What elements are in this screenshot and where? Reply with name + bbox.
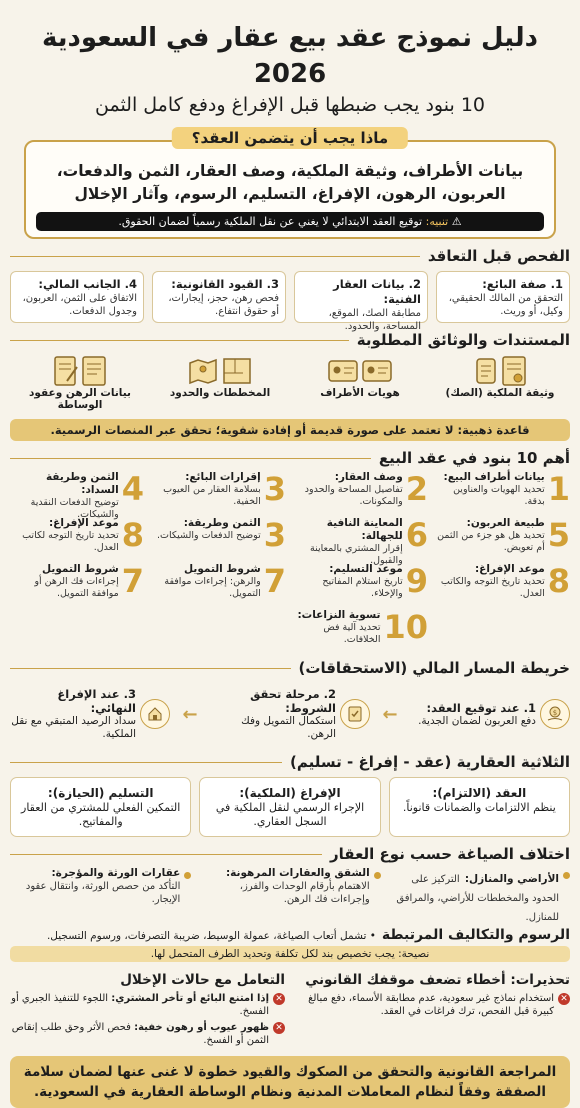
breach-desc: فحص الأثر وحق طلب إنقاص الثمن أو الفسخ. (11, 1022, 269, 1046)
clause-desc: توضيح الدفعات النقدية والشيكات. (30, 497, 119, 520)
contract-check-icon (340, 699, 370, 729)
triad-title: الإفراغ (الملكية): (239, 786, 341, 800)
triad-box (10, 777, 191, 837)
clause-item (10, 563, 144, 605)
warning-icon: ⚠ (451, 215, 462, 228)
breach-heading: التعامل مع حالات الإخلال (120, 972, 285, 988)
section-header-drafting (10, 845, 570, 863)
warning-text: توقيع العقد الابتدائي لا يغني عن نقل الملكية رسمياً لضمان الحقوق. (118, 215, 423, 228)
x-circle-icon: ✕ (273, 1022, 285, 1034)
breach-desc: اللجوء للتنفيذ الجبري أو الفسخ. (11, 993, 269, 1017)
clause-desc: تحديد آلية فض الخلافات. (323, 622, 381, 645)
warning-banner (36, 212, 544, 231)
clause-desc: توضيح الدفعات والشيكات. (157, 530, 261, 541)
section-header-payment (10, 659, 570, 677)
drafting-title: الشقق والعقارات المرهونة: (225, 867, 370, 879)
arrow-left-icon: ← (182, 703, 198, 725)
section-divider (10, 340, 349, 341)
contents-heading: ماذا يجب أن يتضمن العقد؟ (172, 127, 408, 149)
documents-heading: المستندات والوثائق المطلوبة (356, 331, 570, 349)
svg-text:$: $ (552, 709, 558, 717)
document-label: وثيقة الملكية (الصك) (445, 387, 555, 399)
triad-title: التسليم (الحيازة): (47, 786, 154, 800)
floor-plan-icon (221, 355, 253, 387)
page-subtitle: 10 بنود يجب ضبطها قبل الإفراغ ودفع كامل الثمن (95, 94, 485, 116)
warnings-heading: تحذيرات: أخطاء تضعف موقفك القانوني (305, 972, 570, 988)
clause-number: 6 (405, 516, 428, 554)
payment-heading: خريطة المسار المالي (الاستحقاقات) (298, 659, 570, 677)
clause-item (294, 609, 428, 651)
x-circle-icon: ✕ (273, 993, 285, 1005)
warning-label: تنبيه: (425, 215, 449, 228)
step-desc: سداد الرصيد المتبقي مع نقل الملكية. (11, 715, 136, 740)
clause-title: موعد الإفراغ: (474, 563, 545, 575)
section-header-documents (10, 331, 570, 349)
document-item (160, 355, 280, 415)
drafting-item (10, 867, 191, 919)
clause-title: شروط التمويل (184, 563, 261, 575)
clause-title: موعد الإفراغ: (48, 517, 119, 529)
document-label: المخططات والحدود (169, 387, 271, 399)
card-desc: فحص رهن، حجز، إيجارات، أو حقوق انتفاع. (168, 293, 279, 317)
section-divider (10, 256, 420, 257)
section-divider (10, 668, 291, 669)
section-header-clauses (10, 449, 570, 467)
drafting-title: عقارات الورثة والمؤجرة: (51, 867, 181, 879)
clause-item (10, 470, 144, 520)
payment-step (410, 699, 570, 729)
clause-title: شروط التمويل (42, 563, 119, 575)
clause-number: 7 (121, 562, 144, 600)
clause-number: 8 (121, 516, 144, 554)
bottom-columns (10, 972, 570, 1050)
warning-item (295, 992, 570, 1018)
card-title: 1. صفة البائع: (482, 277, 563, 291)
clause-number: 10 (383, 608, 428, 646)
clause-item (152, 517, 286, 559)
precheck-card (10, 271, 144, 323)
fees-desc-text: تشمل أتعاب الصياغة، عمولة الوسيط، ضريبة التصرفات، ورسوم التسجيل. (46, 930, 367, 942)
triad-desc: الإجراء الرسمي لنقل الملكية في السجل العقاري. (215, 801, 365, 828)
card-title: 3. القيود القانونية: (171, 277, 279, 291)
fees-heading: الرسوم والتكاليف المرتبطة (381, 927, 570, 943)
clause-desc: تاريخ استلام المفاتيح والإخلاء. (322, 576, 403, 599)
warning-item-text: استخدام نماذج غير سعودية، عدم مطابقة الأسماء، دفع مبالغ كبيرة قبل الفحص، ترك فراغات في العقد. (308, 993, 554, 1017)
id-card-icon (361, 355, 393, 387)
triad-row (10, 777, 570, 837)
contract-pen-icon (53, 355, 79, 387)
clauses-grid (10, 471, 570, 651)
clause-item (152, 471, 286, 513)
clause-title: الثمن وطريقة السداد: (45, 471, 119, 496)
triad-desc: ينظم الالتزامات والضمانات قانوناً. (402, 801, 556, 814)
step-title: 2. مرحلة تحقق الشروط: (250, 687, 336, 715)
clause-number: 5 (547, 516, 570, 554)
triad-title: العقد (الالتزام): (432, 786, 527, 800)
clause-desc: بسلامة العقار من العيوب الخفية. (163, 484, 261, 507)
triad-box (199, 777, 380, 837)
clause-desc: والرهن: إجراءات موافقة التمويل. (164, 576, 261, 599)
step-title: 1. عند توقيع العقد: (426, 700, 536, 715)
clause-number: 8 (547, 562, 570, 600)
bullet-icon: • (366, 930, 376, 942)
clause-desc: تحديد تاريخ التوجه لكاتب العدل. (22, 530, 119, 553)
payment-step (210, 687, 370, 741)
card-title: 2. بيانات العقار الفنية: (333, 277, 421, 306)
drafting-item (199, 867, 380, 919)
document-label: هويات الأطراف (320, 387, 400, 399)
clause-title: إقرارات البائع: (185, 471, 261, 483)
precheck-card (436, 271, 570, 323)
clause-title: موعد التسليم: (329, 563, 403, 575)
payment-step (10, 687, 170, 741)
step-desc: استكمال التمويل وفك الرهن. (241, 715, 336, 740)
bullet-dot (374, 872, 381, 879)
x-circle-icon: ✕ (558, 993, 570, 1005)
clause-desc: تحديد هل هو جزء من الثمن أم تعويض. (437, 530, 545, 553)
drafting-heading: اختلاف الصياغة حسب نوع العقار (330, 845, 570, 863)
map-pin-icon (187, 355, 219, 387)
section-divider (10, 458, 371, 459)
page-title: دليل نموذج عقد بيع عقار في السعودية 2026 (42, 23, 538, 89)
documents-row (10, 355, 570, 415)
clause-title: وصف العقار: (334, 471, 403, 483)
clause-desc: إقرار المشتري بالمعاينة والقبول. (309, 543, 403, 566)
section-divider (10, 854, 322, 855)
clause-number: 1 (547, 470, 570, 508)
final-note-banner: المراجعة القانونية والتحقق من الصكوك والقيود خطوة لا غنى عنها لضمان سلامة الصفقة وفقاً لنظام المعاملات المدنية ونظام الوساطة العقارية في السعودية. (10, 1056, 570, 1108)
drafting-title: الأراضي والمنازل: (464, 873, 559, 885)
clause-item (10, 517, 144, 559)
precheck-cards (10, 271, 570, 332)
clause-item (152, 563, 286, 605)
clause-number: 2 (405, 470, 428, 508)
fees-desc (47, 927, 376, 943)
clause-number: 4 (121, 470, 144, 508)
drafting-desc: التركيز على الحدود والمخططات للأراضي، والمرافق للمنازل. (396, 874, 559, 923)
golden-rule-banner: قاعدة ذهبية: لا تعتمد على صورة قديمة أو إفادة شفوية؛ تحقق عبر المنصات الرسمية. (10, 419, 570, 441)
card-title: 4. الجانب المالي: (38, 277, 137, 291)
precheck-heading: الفحص قبل التعاقد (427, 247, 570, 265)
precheck-card (152, 271, 286, 323)
bullet-dot (184, 872, 191, 879)
card-desc: الاتفاق على الثمن، العربون، وجدول الدفعات. (22, 293, 137, 317)
triad-heading: الثلاثية العقارية (عقد - إفراغ - تسليم) (290, 753, 570, 771)
triad-box (389, 777, 570, 837)
fees-row (10, 927, 570, 943)
clause-item (436, 563, 570, 605)
section-header-triad (10, 753, 570, 771)
clause-desc: تحديد تاريخ التوجه والكاتب العدل. (440, 576, 545, 599)
triad-desc: التمكين الفعلي للمشتري من العقار والمفاتيح. (21, 801, 181, 828)
clause-title: طبيعة العربون: (466, 517, 545, 529)
drafting-row (10, 867, 570, 923)
clause-item (436, 471, 570, 513)
clause-number: 7 (263, 562, 286, 600)
clause-number: 3 (263, 516, 286, 554)
document-label: بيانات الرهن وعقود الوساطة (29, 387, 131, 411)
clauses-heading: أهم 10 بنود في عقد البيع (378, 449, 570, 467)
section-header-precheck (10, 247, 570, 265)
step-desc: دفع العربون لضمان الجدية. (418, 714, 536, 727)
contract-contents-box (24, 129, 556, 239)
step-title: 3. عند الإفراغ النهائي: (57, 687, 136, 715)
clause-title: تسوية النزاعات: (297, 609, 381, 621)
arrow-left-icon: ← (382, 703, 398, 725)
drafting-desc: التأكد من حصص الورثة، وانتقال عقود الإيجار. (25, 881, 181, 905)
deed-document-icon (501, 355, 527, 387)
mortgage-document-icon (81, 355, 107, 387)
document-item (440, 355, 560, 415)
id-card-icon (327, 355, 359, 387)
clause-number: 3 (263, 470, 286, 508)
payment-flow (10, 683, 570, 745)
clause-desc: تحديد الهويات والعناوين بدقة. (453, 484, 545, 507)
card-desc: مطابقة الصك، الموقع، المساحة، والحدود. (328, 308, 421, 332)
breach-column (10, 972, 285, 1050)
scroll-icon (473, 355, 499, 387)
clause-item (294, 516, 428, 566)
breach-title: إذا امتنع البائع أو تأخر المشتري: (111, 993, 269, 1004)
clause-title: بيانات أطراف البيع: (443, 471, 545, 483)
clause-desc: تفاصيل المساحة والحدود والمكونات. (304, 484, 403, 507)
drafting-item (389, 867, 570, 923)
section-divider (10, 762, 282, 763)
document-item (300, 355, 420, 415)
clause-title: الثمن وطريقة: (183, 517, 261, 529)
warnings-column (295, 972, 570, 1050)
precheck-card (294, 271, 428, 332)
bullet-dot (563, 872, 570, 879)
clause-title: المعاينة النافية للجهالة: (326, 517, 403, 542)
drafting-desc: الاهتمام بأرقام الوحدات والفرز، وإجراءات فك الرهن. (239, 881, 370, 905)
contents-body: بيانات الأطراف، وثيقة الملكية، وصف العقار، الثمن والدفعات، العربون، الرهون، الإفراغ، التسليم، الرسوم، وآثار الإخلال (56, 162, 524, 203)
clause-number: 9 (405, 562, 428, 600)
clause-item (294, 471, 428, 513)
breach-item (10, 1021, 285, 1047)
card-desc: التحقق من المالك الحقيقي، وكيل، أو وريث. (448, 293, 563, 317)
breach-item (10, 992, 285, 1018)
document-item (20, 355, 140, 415)
house-hand-icon (140, 699, 170, 729)
clause-item (294, 563, 428, 605)
coin-hand-icon (540, 699, 570, 729)
breach-title: ظهور عيوب أو رهون خفية: (134, 1022, 269, 1033)
clause-desc: إجراءات فك الرهن أو موافقة التمويل. (34, 576, 119, 599)
fees-tip: نصيحة: يجب تخصيص بند لكل تكلفة وتحديد الطرف المتحمل لها. (10, 946, 570, 962)
clause-item (436, 517, 570, 559)
